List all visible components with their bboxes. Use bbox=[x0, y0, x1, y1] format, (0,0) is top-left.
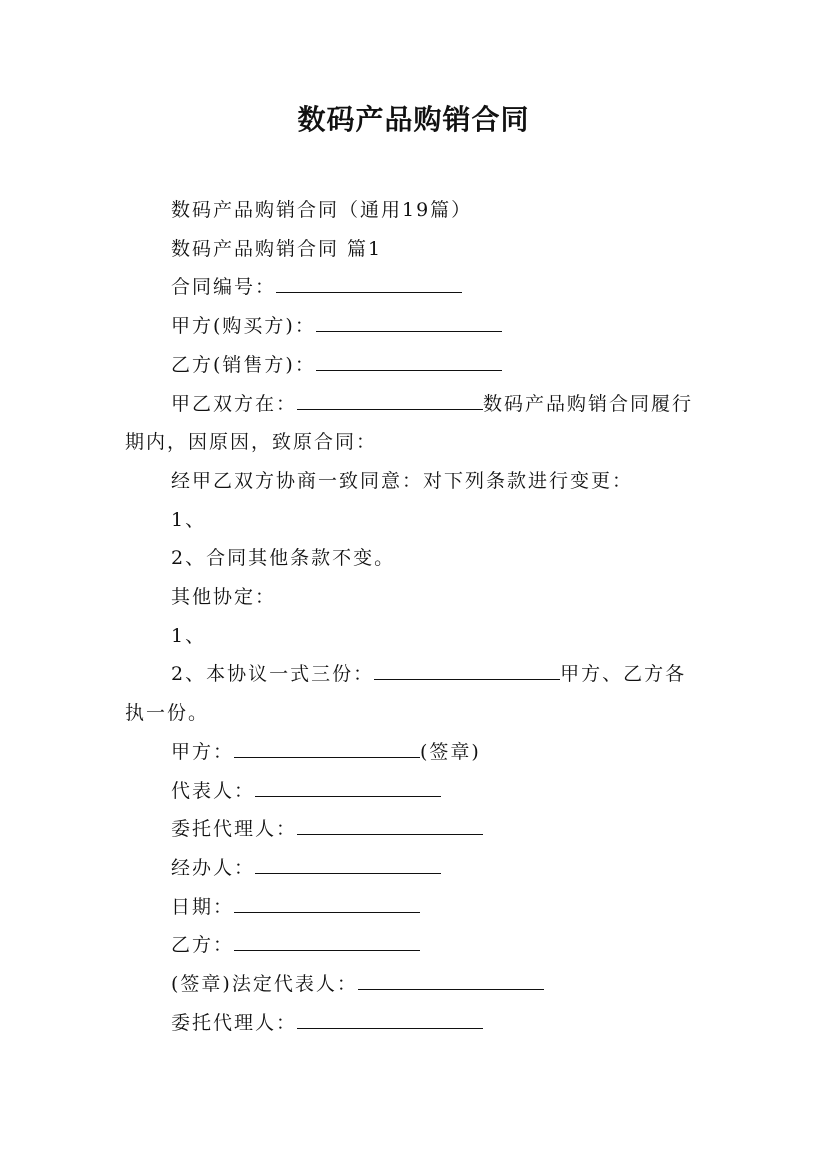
item-2: 2、合同其他条款不变。 bbox=[171, 547, 396, 570]
sign-party-b-line bbox=[125, 926, 705, 965]
date-line bbox=[125, 888, 705, 927]
both-parties-paragraph bbox=[125, 385, 705, 462]
handler-line bbox=[125, 849, 705, 888]
entrusted-agent-line bbox=[125, 810, 705, 849]
copies-paragraph bbox=[125, 655, 705, 732]
handler-label: 经办人： bbox=[171, 856, 256, 879]
legal-rep-line bbox=[125, 965, 705, 1004]
sign-party-a-blank bbox=[234, 741, 420, 758]
representative-line bbox=[125, 772, 705, 811]
party-b-seller-line bbox=[125, 346, 705, 385]
entrusted-agent-b-line bbox=[125, 1004, 705, 1043]
legal-rep-label: (签章)法定代表人： bbox=[171, 973, 358, 996]
other-agreement-heading: 其他协定： bbox=[171, 586, 277, 609]
party-b-seller-label: 乙方(销售方)： bbox=[171, 353, 316, 376]
copies-post: 甲方、乙方各执一份。 bbox=[125, 663, 687, 725]
date-blank bbox=[234, 896, 420, 913]
representative-label: 代表人： bbox=[171, 779, 256, 802]
entrusted-agent-b-label: 委托代理人： bbox=[171, 1011, 298, 1034]
sign-party-b-blank bbox=[234, 934, 420, 951]
sign-party-b-label: 乙方： bbox=[171, 934, 235, 957]
both-parties-post: 数码产品购销合同履行期内，因原因，致原合同： bbox=[125, 392, 694, 454]
subtitle-line: 数码产品购销合同（通用19篇） bbox=[171, 199, 473, 221]
item-1: 1、 bbox=[171, 508, 207, 531]
document-body bbox=[125, 191, 705, 1042]
agreement-line: 经甲乙双方协商一致同意：对下列条款进行变更： bbox=[171, 469, 634, 492]
seal-label: (签章) bbox=[420, 740, 481, 763]
representative-blank bbox=[255, 780, 441, 797]
both-parties-pre: 甲乙双方在： bbox=[171, 392, 298, 415]
contract-number-line bbox=[125, 268, 705, 307]
entrusted-agent-blank bbox=[297, 818, 483, 835]
legal-rep-blank bbox=[358, 973, 544, 990]
entrusted-agent-b-blank bbox=[297, 1012, 483, 1029]
document-title: 数码产品购销合同 bbox=[297, 103, 530, 136]
entrusted-agent-label: 委托代理人： bbox=[171, 818, 298, 841]
party-a-buyer-line bbox=[125, 307, 705, 346]
date-label: 日期： bbox=[171, 895, 235, 918]
part-heading: 数码产品购销合同 篇1 bbox=[171, 237, 383, 260]
party-b-seller-blank bbox=[316, 354, 502, 371]
handler-blank bbox=[255, 857, 441, 874]
contract-number-label: 合同编号： bbox=[171, 276, 277, 299]
copies-pre: 2、本协议一式三份： bbox=[171, 663, 375, 686]
both-parties-blank bbox=[297, 393, 483, 410]
party-a-buyer-blank bbox=[316, 315, 502, 332]
sign-party-a-line bbox=[125, 733, 705, 772]
sign-party-a-label: 甲方： bbox=[171, 740, 235, 763]
party-a-buyer-label: 甲方(购买方)： bbox=[171, 315, 316, 338]
other-item-1: 1、 bbox=[171, 624, 207, 647]
contract-number-blank bbox=[276, 276, 462, 293]
copies-blank bbox=[374, 663, 560, 680]
